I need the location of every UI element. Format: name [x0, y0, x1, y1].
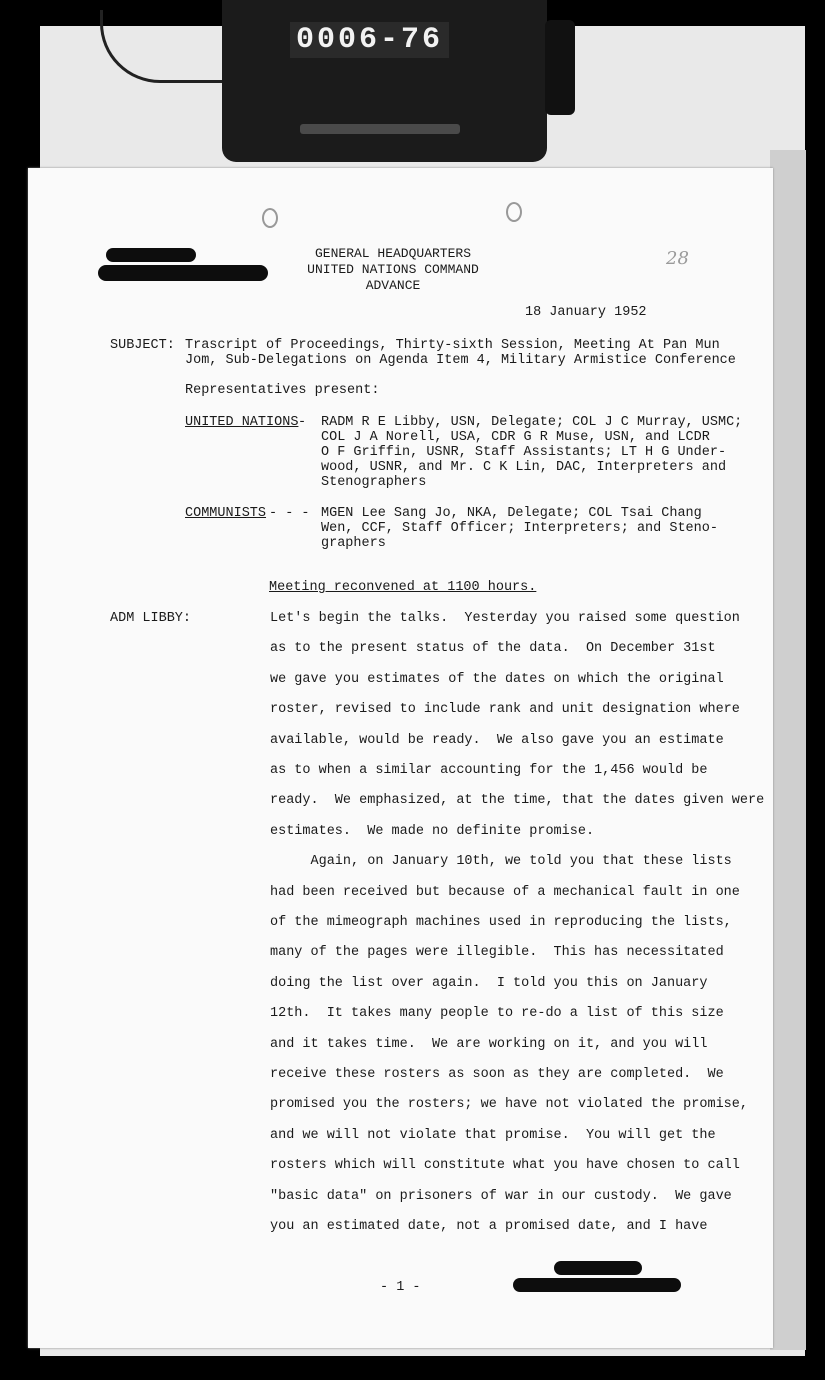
speech-line: as to the present status of the data. On December 31st: [270, 641, 716, 657]
org-line-1: GENERAL HEADQUARTERS: [314, 246, 472, 261]
un-line: RADM R E Libby, USN, Delegate; COL J C Murray, USMC;: [321, 415, 743, 430]
redaction-bar: [554, 1261, 642, 1275]
counter-slot: [300, 124, 460, 134]
communists-line: MGEN Lee Sang Jo, NKA, Delegate; COL Tsai Chang: [321, 506, 702, 521]
speech-line: ready. We emphasized, at the time, that the dates given were: [270, 793, 765, 809]
speech-line: had been received but because of a mechanical fault in one: [270, 884, 740, 900]
speech-line: "basic data" on prisoners of war in our custody. We gave: [270, 1188, 732, 1204]
punch-hole: [506, 202, 522, 222]
speech-line: rosters which will constitute what you have chosen to call: [270, 1158, 740, 1174]
communists-dash: - - -: [269, 506, 310, 521]
speech-line: as to when a similar accounting for the 1,456 would be: [270, 763, 708, 778]
counter-strap: [545, 20, 575, 115]
subject-line: Trascript of Proceedings, Thirty-sixth Session, Meeting At Pan Mun: [185, 338, 720, 353]
punch-hole: [262, 208, 278, 228]
document-date: 18 January 1952: [525, 305, 647, 320]
communists-label: COMMUNISTS: [185, 506, 267, 521]
speech-line: promised you the rosters; we have not violated the promise,: [270, 1097, 748, 1113]
communists-line: graphers: [321, 536, 386, 551]
page-mark: 28: [666, 248, 689, 269]
un-line: Stenographers: [321, 475, 427, 490]
speech-line: doing the list over again. I told you this on January: [270, 975, 708, 991]
page-number: - 1 -: [380, 1280, 421, 1295]
speech-line: many of the pages were illegible. This has necessitated: [270, 945, 724, 961]
speech-line: of the mimeograph machines used in reproducing the lists,: [270, 915, 732, 930]
speech-line: and it takes time. We are working on it, and you will: [270, 1036, 708, 1052]
org-line-2: UNITED NATIONS COMMAND: [307, 262, 479, 277]
subject-line: Jom, Sub-Delegations on Agenda Item 4, Military Armistice Conference: [185, 353, 736, 368]
speech-line: estimates. We made no definite promise.: [270, 823, 595, 839]
speech-line: Again, on January 10th, we told you that these lists: [270, 854, 732, 870]
un-dash: -: [298, 415, 307, 430]
document-page: [28, 168, 773, 1348]
redaction-bar: [98, 265, 268, 281]
redaction-bar: [106, 248, 196, 262]
speech-line: we gave you estimates of the dates on which the original: [270, 671, 724, 687]
redaction-bar: [513, 1278, 681, 1292]
speech-line: you an estimated date, not a promised date, and I have: [270, 1219, 708, 1234]
org-line-3: ADVANCE: [365, 278, 421, 293]
speech-line: and we will not violate that promise. You will get the: [270, 1127, 716, 1143]
communists-line: Wen, CCF, Staff Officer; Interpreters; and Steno-: [321, 521, 718, 536]
counter-number: 0006-76: [290, 22, 449, 58]
speech-line: Let's begin the talks. Yesterday you raised some question: [270, 611, 740, 626]
speech-line: 12th. It takes many people to re-do a list of this size: [270, 1006, 724, 1022]
un-line: COL J A Norell, USA, CDR G R Muse, USN, and LCDR: [321, 430, 710, 445]
backing-edge: [770, 150, 806, 1350]
un-line: wood, USNR, and Mr. C K Lin, DAC, Interpreters and: [321, 460, 727, 475]
speech-line: receive these rosters as soon as they are completed. We: [270, 1067, 724, 1082]
speaker-label: ADM LIBBY:: [110, 611, 192, 626]
speech-line: available, would be ready. We also gave you an estimate: [270, 732, 724, 748]
subject-label: SUBJECT:: [110, 338, 175, 353]
representatives-heading: Representatives present:: [185, 383, 380, 398]
un-label: UNITED NATIONS: [185, 415, 299, 430]
reconvened-note: Meeting reconvened at 1100 hours.: [269, 580, 537, 595]
un-line: O F Griffin, USNR, Staff Assistants; LT H G Under-: [321, 445, 727, 460]
speech-line: roster, revised to include rank and unit designation where: [270, 702, 740, 718]
